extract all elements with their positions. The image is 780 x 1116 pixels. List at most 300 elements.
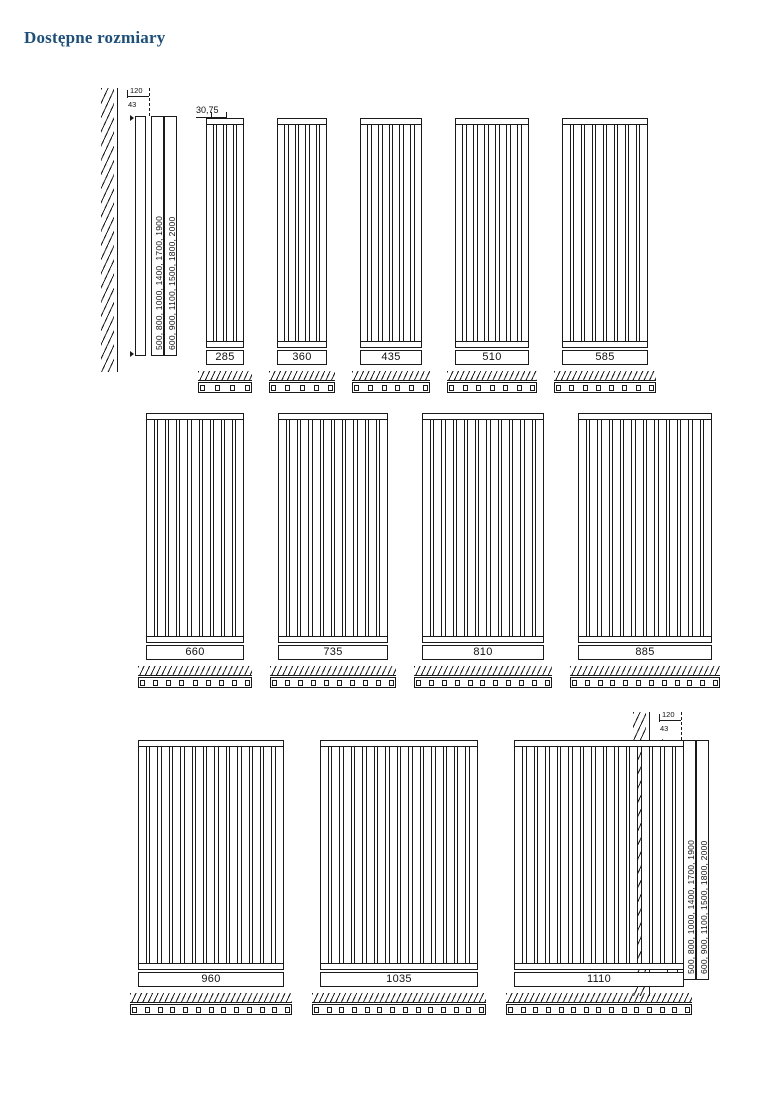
radiator-tubes: [138, 740, 284, 970]
plan-tube-block: [390, 1007, 395, 1013]
plan-tube-block: [687, 680, 692, 686]
radiator-tube: [635, 413, 644, 643]
radiator-front-view: [514, 740, 684, 970]
radiator-tube: [595, 118, 604, 348]
radiator-tubes: [578, 413, 712, 643]
radiator-tube: [161, 740, 170, 970]
radiator-tube: [680, 413, 689, 643]
radiator-tube: [646, 413, 655, 643]
plan-tube-block: [232, 680, 237, 686]
radiator-tube: [191, 413, 200, 643]
plan-tube-block: [272, 1007, 277, 1013]
radiator-tube: [366, 740, 375, 970]
radiator-front-view: [455, 118, 529, 348]
radiator-tube: [524, 413, 533, 643]
plan-tube-block: [556, 385, 561, 391]
dim-arrow-bottom: [130, 351, 134, 357]
radiator-tube: [414, 118, 422, 348]
plan-tube-block: [314, 385, 319, 391]
plan-tube-block: [285, 680, 290, 686]
plan-tube-block: [700, 680, 705, 686]
plan-tube-block: [389, 680, 394, 686]
plan-tube-block: [429, 680, 434, 686]
radiator-plan-body: [198, 382, 252, 393]
plan-tube-block: [596, 385, 601, 391]
radiator-tube: [562, 118, 571, 348]
radiator-tube: [168, 413, 177, 643]
radiator-bottom-manifold: [320, 963, 478, 970]
radiator-tube: [477, 118, 485, 348]
radiator-tube: [252, 740, 261, 970]
radiator-tube: [377, 740, 386, 970]
plan-tube-block: [583, 385, 588, 391]
plan-tube-block: [230, 385, 235, 391]
radiator-tube: [241, 740, 250, 970]
wall-hatch-plan: [554, 371, 656, 381]
plan-tube-block: [428, 1007, 433, 1013]
width-dimension-label: 660: [146, 645, 244, 660]
plan-tube-block: [672, 1007, 677, 1013]
radiator-tubes: [360, 118, 422, 348]
radiator-tube: [289, 413, 298, 643]
radiator-plan-view: [506, 993, 692, 1017]
radiator-tube: [195, 740, 204, 970]
plan-tube-block: [245, 385, 250, 391]
plan-tube-block: [479, 1007, 484, 1013]
radiator-tube: [354, 740, 363, 970]
width-dimension-label: 1035: [320, 972, 478, 987]
radiator-tubes: [422, 413, 544, 643]
radiator-top-manifold: [206, 118, 244, 125]
radiator-tube: [526, 740, 535, 970]
wall-hatch-plan: [352, 371, 430, 381]
radiator-tube: [179, 413, 188, 643]
wall-line: [113, 88, 118, 372]
plan-tube-block: [209, 1007, 214, 1013]
radiator-tube: [412, 740, 421, 970]
radiator-top-manifold: [320, 740, 478, 747]
radiator-bottom-manifold: [277, 341, 327, 348]
radiator-tube: [514, 740, 523, 970]
radiator-plan-body: [554, 382, 656, 393]
plan-tube-block: [476, 385, 481, 391]
wall-hatch-plan: [198, 371, 252, 381]
plan-tube-block: [571, 1007, 576, 1013]
radiator-bottom-manifold: [278, 636, 388, 643]
radiator-tube: [535, 413, 544, 643]
plan-tube-block: [365, 1007, 370, 1013]
radiator-tube: [572, 740, 581, 970]
radiator-tube: [423, 740, 432, 970]
radiator-plan-body: [352, 382, 430, 393]
radiator-bottom-manifold: [138, 963, 284, 970]
radiator-tube: [490, 413, 499, 643]
radiator-bottom-manifold: [578, 636, 712, 643]
plan-tube-block: [609, 385, 614, 391]
radiator-tube: [664, 740, 673, 970]
wall-offset-top-label-right: 120: [662, 710, 675, 719]
plan-tube-block: [158, 1007, 163, 1013]
radiator-tube: [584, 118, 593, 348]
radiator-bottom-manifold: [514, 963, 684, 970]
radiator-tube: [206, 740, 215, 970]
radiator-plan-view: [269, 371, 335, 395]
radiator-tubes: [562, 118, 648, 348]
radiator-tubes: [206, 118, 244, 348]
width-dimension-label: 735: [278, 645, 388, 660]
radiator-tube: [218, 740, 227, 970]
radiator-plan-view: [570, 666, 720, 690]
plan-tube-block: [382, 385, 387, 391]
radiator-tube: [455, 118, 463, 348]
radiator-front-view: [578, 413, 712, 643]
radiator-tube: [549, 740, 558, 970]
plan-tube-block: [533, 1007, 538, 1013]
radiator-front-view: [146, 413, 244, 643]
plan-tube-block: [285, 385, 290, 391]
radiator-tube: [371, 118, 379, 348]
radiator-top-manifold: [146, 413, 244, 420]
width-dimension-label: 285: [206, 350, 244, 365]
radiator-tubes: [277, 118, 327, 348]
plan-tube-block: [454, 1007, 459, 1013]
radiator-tube: [501, 413, 510, 643]
wall-hatch-plan: [447, 371, 537, 381]
plan-tube-block: [517, 385, 522, 391]
plan-tube-block: [271, 385, 276, 391]
radiator-tube: [389, 740, 398, 970]
plan-tube-block: [449, 385, 454, 391]
radiator-tube: [658, 413, 667, 643]
width-dimension-label: 885: [578, 645, 712, 660]
radiator-tube: [368, 413, 377, 643]
plan-tube-block: [285, 1007, 290, 1013]
plan-tube-block: [183, 1007, 188, 1013]
plan-tube-block: [493, 680, 498, 686]
plan-tube-block: [215, 385, 220, 391]
radiator-top-manifold: [455, 118, 529, 125]
radiator-plan-view: [554, 371, 656, 395]
radiator-tube: [488, 118, 496, 348]
radiator-tube: [703, 413, 712, 643]
radiator-tube: [278, 413, 287, 643]
wall-hatch-plan: [570, 666, 720, 676]
wall-hatch-plan: [269, 371, 335, 381]
radiator-tube: [309, 118, 317, 348]
radiator-tube: [213, 413, 222, 643]
radiator-tube: [510, 118, 518, 348]
plan-tube-block: [662, 680, 667, 686]
radiator-tube: [229, 740, 238, 970]
width-dimension-label: 360: [277, 350, 327, 365]
radiator-tube: [618, 740, 627, 970]
radiator-front-view: [360, 118, 422, 348]
radiator-tube: [595, 740, 604, 970]
radiator-tube: [263, 740, 272, 970]
radiator-tube: [623, 413, 632, 643]
width-dimension-label: 1110: [514, 972, 684, 987]
radiator-tube: [379, 413, 388, 643]
radiator-tube: [692, 413, 701, 643]
radiator-tube: [573, 118, 582, 348]
radiator-tube: [157, 413, 166, 643]
plan-tube-block: [132, 1007, 137, 1013]
radiator-tube: [422, 413, 431, 643]
radiator-tube: [617, 118, 626, 348]
radiator-tube: [446, 740, 455, 970]
radiator-tube: [298, 118, 306, 348]
plan-tube-block: [506, 680, 511, 686]
radiator-bottom-manifold: [455, 341, 529, 348]
radiator-tube: [288, 118, 296, 348]
plan-tube-block: [140, 680, 145, 686]
radiator-tube: [312, 413, 321, 643]
radiator-tube: [138, 740, 147, 970]
plan-tube-block: [221, 1007, 226, 1013]
wall-hatch-plan: [414, 666, 552, 676]
plan-tube-block: [352, 1007, 357, 1013]
radiator-tube: [382, 118, 390, 348]
wall-hatch-plan: [506, 993, 692, 1003]
plan-tube-block: [649, 680, 654, 686]
wall-hatch-plan: [270, 666, 396, 676]
plan-tube-block: [622, 385, 627, 391]
plan-tube-block: [610, 680, 615, 686]
plan-tube-block: [546, 1007, 551, 1013]
radiator-tube: [216, 118, 224, 348]
radiator-tube: [641, 740, 650, 970]
radiator-tube: [433, 413, 442, 643]
radiator-tube: [612, 413, 621, 643]
radiator-tube: [345, 413, 354, 643]
plan-tube-block: [339, 1007, 344, 1013]
plan-tube-block: [634, 1007, 639, 1013]
radiator-tube: [456, 413, 465, 643]
plan-tube-block: [328, 385, 333, 391]
plan-tube-block: [675, 680, 680, 686]
radiator-tube: [606, 118, 615, 348]
plan-tube-block: [260, 1007, 265, 1013]
radiator-top-manifold: [360, 118, 422, 125]
radiator-top-manifold: [514, 740, 684, 747]
radiator-tube: [360, 118, 368, 348]
plan-tube-block: [219, 680, 224, 686]
plan-tube-block: [468, 680, 473, 686]
radiator-tube: [300, 413, 309, 643]
radiator-tubes: [278, 413, 388, 643]
radiator-front-view: [138, 740, 284, 970]
radiator-tube: [578, 413, 587, 643]
radiator-tube: [236, 118, 244, 348]
width-dimension-label: 435: [360, 350, 422, 365]
wall-offset-top-label: 120: [130, 86, 143, 95]
plan-tube-block: [463, 385, 468, 391]
radiator-plan-body: [506, 1004, 692, 1015]
radiator-tube: [400, 740, 409, 970]
plan-tube-block: [170, 1007, 175, 1013]
width-dimension-label: 510: [455, 350, 529, 365]
radiator-tube: [457, 740, 466, 970]
plan-tube-block: [622, 1007, 627, 1013]
radiator-plan-view: [138, 666, 252, 690]
radiator-front-view: [277, 118, 327, 348]
plan-tube-block: [503, 385, 508, 391]
radiator-tube: [323, 413, 332, 643]
radiator-front-view: [562, 118, 648, 348]
plan-tube-block: [480, 680, 485, 686]
plan-tube-block: [609, 1007, 614, 1013]
plan-tube-block: [647, 1007, 652, 1013]
plan-tube-block: [145, 1007, 150, 1013]
radiator-plan-body: [570, 677, 720, 688]
radiator-front-view: [278, 413, 388, 643]
plan-tube-block: [649, 385, 654, 391]
plan-tube-block: [376, 680, 381, 686]
radiator-plan-view: [447, 371, 537, 395]
radiator-tube: [512, 413, 521, 643]
radiator-plan-body: [269, 382, 335, 393]
plan-tube-block: [623, 680, 628, 686]
plan-tube-block: [354, 385, 359, 391]
plan-tube-block: [193, 680, 198, 686]
plan-tube-block: [559, 1007, 564, 1013]
plan-tube-block: [572, 680, 577, 686]
plan-tube-block: [569, 385, 574, 391]
plan-tube-block: [234, 1007, 239, 1013]
plan-tube-block: [636, 680, 641, 686]
radiator-tube: [331, 740, 340, 970]
plan-tube-block: [584, 1007, 589, 1013]
radiator-plan-view: [352, 371, 430, 395]
radiator-front-view: [320, 740, 478, 970]
radiator-plan-body: [312, 1004, 486, 1015]
radiator-plan-view: [414, 666, 552, 690]
wall-hatch-plan: [138, 666, 252, 676]
plan-tube-block: [530, 385, 535, 391]
dim-arrow-top: [130, 115, 134, 121]
width-dimension-label: 810: [422, 645, 544, 660]
plan-tube-block: [508, 1007, 513, 1013]
plan-tube-block: [685, 1007, 690, 1013]
plan-tube-block: [423, 385, 428, 391]
radiator-tube: [149, 740, 158, 970]
plan-tube-block: [395, 385, 400, 391]
radiator-tube: [521, 118, 529, 348]
plan-tube-block: [166, 680, 171, 686]
plan-tube-block: [519, 680, 524, 686]
radiator-tube: [499, 118, 507, 348]
radiator-plan-body: [138, 677, 252, 688]
radiator-tube: [675, 740, 684, 970]
plan-tube-block: [455, 680, 460, 686]
plan-tube-block: [532, 680, 537, 686]
radiator-plan-body: [270, 677, 396, 688]
plan-tube-block: [206, 680, 211, 686]
wall-dim-dashed-right: [681, 712, 682, 740]
radiator-plan-view: [198, 371, 252, 395]
wall-hatch-plan: [130, 993, 292, 1003]
radiator-tube: [206, 118, 214, 348]
plan-tube-block: [179, 680, 184, 686]
radiator-tube: [601, 413, 610, 643]
radiator-top-manifold: [278, 413, 388, 420]
radiator-bottom-manifold: [146, 636, 244, 643]
radiator-top-manifold: [138, 740, 284, 747]
radiator-top-manifold: [422, 413, 544, 420]
wall-dim-v1-right: [659, 714, 660, 722]
radiator-tube: [392, 118, 400, 348]
radiator-tube: [560, 740, 569, 970]
radiator-bottom-manifold: [206, 341, 244, 348]
radiator-tube: [583, 740, 592, 970]
plan-tube-block: [300, 385, 305, 391]
height-series-2: 600, 900, 1100, 1500, 1800, 2000: [167, 216, 177, 350]
radiator-tubes: [514, 740, 684, 970]
wall-hatch-plan: [312, 993, 486, 1003]
plan-tube-block: [363, 680, 368, 686]
plan-tube-block: [350, 680, 355, 686]
height-series-right-1: 500, 800, 1000, 1400, 1700, 1900: [686, 839, 696, 974]
radiator-tube: [184, 740, 193, 970]
radiator-tube: [226, 118, 234, 348]
radiator-tubes: [455, 118, 529, 348]
radiator-tube: [669, 413, 678, 643]
radiator-tubes: [146, 413, 244, 643]
radiator-tube: [445, 413, 454, 643]
radiator-tube: [357, 413, 366, 643]
plan-tube-block: [490, 385, 495, 391]
height-series-1: 500, 800, 1000, 1400, 1700, 1900: [154, 215, 164, 350]
height-series-right-2: 600, 900, 1100, 1500, 1800, 2000: [699, 840, 709, 974]
radiator-front-view: [422, 413, 544, 643]
radiator-tube: [277, 118, 285, 348]
plan-tube-block: [298, 680, 303, 686]
radiator-tube: [469, 740, 478, 970]
plan-tube-block: [596, 1007, 601, 1013]
radiator-front-view: [206, 118, 244, 348]
radiator-plan-body: [414, 677, 552, 688]
radiator-top-manifold: [578, 413, 712, 420]
plan-tube-block: [327, 1007, 332, 1013]
radiator-tube: [628, 118, 637, 348]
radiator-tube: [537, 740, 546, 970]
wall-dim-tick-top: [127, 96, 149, 97]
plan-tube-block: [598, 680, 603, 686]
radiator-plan-body: [130, 1004, 292, 1015]
plan-tube-block: [545, 680, 550, 686]
plan-tube-block: [368, 385, 373, 391]
plan-tube-block: [324, 680, 329, 686]
side-view-radiator: [135, 116, 146, 356]
radiator-tube: [467, 413, 476, 643]
plan-tube-block: [466, 1007, 471, 1013]
plan-tube-block: [337, 680, 342, 686]
plan-tube-block: [585, 680, 590, 686]
plan-tube-block: [521, 1007, 526, 1013]
page-title: Dostępne rozmiary: [24, 28, 166, 47]
radiator-plan-view: [270, 666, 396, 690]
wall-offset-small-label-right: 43: [660, 724, 669, 733]
plan-tube-block: [200, 385, 205, 391]
radiator-bottom-manifold: [422, 636, 544, 643]
radiator-tube: [466, 118, 474, 348]
radiator-tube: [639, 118, 648, 348]
radiator-plan-view: [130, 993, 292, 1017]
radiator-top-manifold: [277, 118, 327, 125]
plan-tube-block: [416, 1007, 421, 1013]
radiator-tube: [343, 740, 352, 970]
plan-tube-block: [311, 680, 316, 686]
